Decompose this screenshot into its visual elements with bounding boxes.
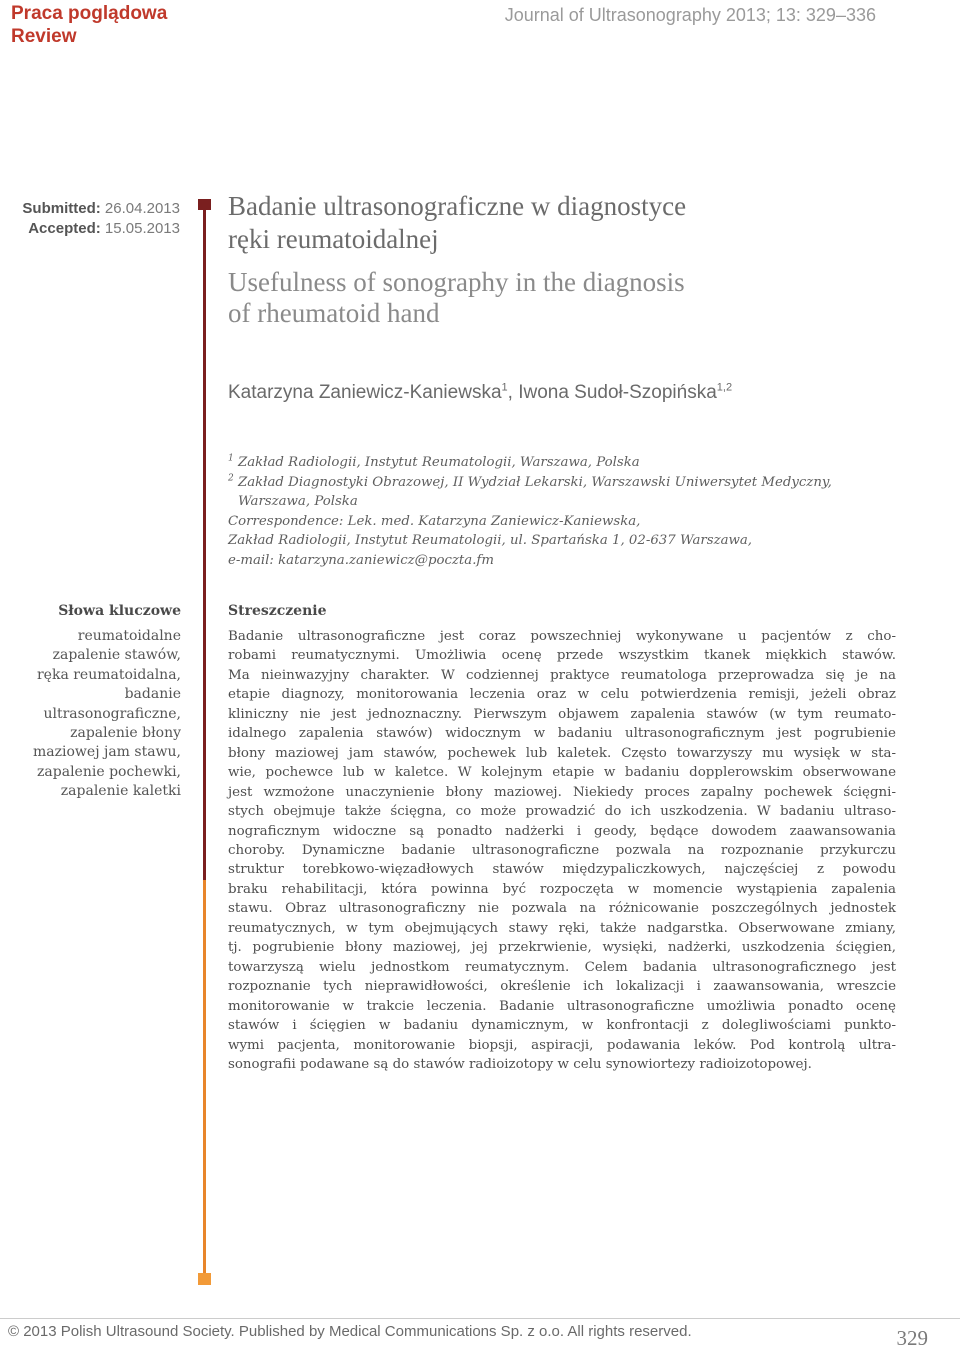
abstract-line: stawów i ścięgien w badaniu dynamicznym, w konfrontacji z dolegliwościami punkto-: [228, 1018, 896, 1034]
author-2-affil: 1,2: [716, 381, 733, 394]
journal-citation: Journal of Ultrasonography 2013; 13: 329–336: [504, 5, 876, 25]
article-type-pl: Praca poglądowa: [11, 3, 168, 24]
author-1-affil: 1: [501, 381, 508, 394]
keyword-line: ręka reumatoidalna,: [36, 666, 181, 683]
abstract-line: wymi pacjenta, monitorowanie biopsji, aspiracji, podawania leków. Pod kontrolą ultra-: [228, 1037, 896, 1053]
keyword-line: zapalenie kaletki: [60, 783, 181, 800]
keywords-list: [33, 627, 181, 802]
keyword-line: badanie: [124, 686, 181, 703]
article-type-en: Review: [11, 26, 77, 47]
abstract-line: Badanie ultrasonograficzne jest coraz powszechniej wykonywane u pacjentów z cho-: [228, 629, 896, 644]
affiliations: [228, 453, 908, 571]
abstract-line: rozpoznanie tych nieprawidłowości, określenie ich lokalizacji i zaawansowania, wreszcie: [228, 979, 896, 995]
title-pl-line: ręki reumatoidalnej: [228, 224, 439, 254]
keyword-line: zapalenie błony: [70, 725, 181, 742]
page-number: 329: [896, 1326, 928, 1350]
affiliation-2-sup: 2: [228, 473, 234, 484]
abstract-body: [228, 627, 896, 1074]
abstract-line: reumatycznych, w tym obejmujących stawy ręki, także nadgarstka. Obserwowane zmiany,: [228, 920, 896, 936]
copyright-notice: © 2013 Polish Ultrasound Society. Published by Medical Communications Sp. z o.o. All rights reserved.: [8, 1323, 692, 1340]
affiliation-2: [228, 473, 908, 493]
author-2: Iwona Sudoł-Szopińska: [518, 382, 717, 403]
correspondence-address: Zakład Radiologii, Instytut Reumatologii, ul. Spartańska 1, 02-637 Warszawa,: [228, 533, 753, 549]
title-english: [228, 267, 868, 329]
accepted-date: 15.05.2013: [104, 220, 180, 237]
submission-dates: [22, 199, 180, 239]
keywords-heading: Słowa kluczowe: [58, 603, 181, 619]
affiliation-2-cont: Warszawa, Polska: [238, 494, 358, 510]
abstract-line: jest wzmożone unaczynienie błony maziowej. Niekiedy proces zapalny pochewek ścięgni-: [228, 784, 896, 800]
abstract-line: choroby. Dynamiczne badanie ultrasonograficzne pozwala na rozpoznanie przykurczu: [228, 842, 896, 858]
title-en-line: of rheumatoid hand: [228, 298, 440, 328]
title-polish: [228, 190, 868, 256]
abstract-line: błony maziowej jam stawów, pochewek lub kaletek. Często towarzyszy mu wysięk w sta-: [228, 745, 896, 761]
abstract-line: towarzyszą wielu jednostkom reumatycznym. Celem badania ultrasonograficznego jest: [228, 959, 896, 975]
author-separator: ,: [507, 382, 519, 403]
correspondence-email: e-mail: katarzyna.zaniewicz@poczta.fm: [228, 552, 494, 568]
title-en-line: Usefulness of sonography in the diagnosis: [228, 267, 685, 297]
accepted-line: [22, 219, 180, 239]
accepted-label: Accepted:: [28, 220, 101, 237]
footer-divider: [0, 1318, 960, 1319]
abstract-line: etapie diagnozy, monitorowania leczenia oraz w celu potwierdzenia remisji, jeżeli obraz: [228, 687, 896, 703]
abstract-line: braku rehabilitacji, która powinna być rozpoczęta w momencie wystąpienia zapalenia: [228, 881, 896, 897]
keyword-line: zapalenie pochewki,: [37, 763, 181, 780]
abstract-line: struktur torebkowo-więzadłowych stawów międzypaliczkowych, najczęściej z powodu: [228, 862, 896, 878]
affiliation-1-sup: 1: [228, 453, 234, 464]
author-1: Katarzyna Zaniewicz-Kaniewska: [228, 382, 502, 403]
rule-top-marker: [198, 199, 211, 210]
submitted-date: 26.04.2013: [104, 200, 180, 217]
abstract-line: idalnego zapalenia stawów) widocznym w badaniu ultrasonograficznym jest pogrubienie: [228, 726, 896, 742]
affiliation-2-text: Zakład Diagnostyki Obrazowej, II Wydział Lekarski, Warszawski Uniwersytet Medyczny,: [233, 474, 832, 490]
submitted-line: [22, 199, 180, 219]
abstract-heading: Streszczenie: [228, 603, 327, 619]
rule-bottom-marker: [198, 1273, 211, 1285]
abstract-line: tj. pogrubienie błony maziowej, jej przekrwienie, wysięki, nadżerki, uszkodzenia ścięgien,: [228, 940, 896, 956]
abstract-line: Ma nieinwazyjny charakter. W codziennej praktyce reumatologa przeprowadza się je na: [228, 667, 896, 683]
keyword-line: zapalenie stawów,: [52, 647, 181, 664]
abstract-line: stych obejmuje także ścięgna, co może prowadzić do ich uszkodzenia. W badaniu ultraso-: [228, 804, 896, 820]
keyword-line: maziowej jam stawu,: [33, 744, 181, 761]
vertical-rule-accent: [203, 880, 206, 1275]
abstract-line: stawu. Obraz ultrasonograficzny nie pozwala na różnicowanie poszczególnych jednostek: [228, 901, 896, 917]
abstract-line: robami reumatycznymi. Umożliwia ocenę przede wszystkim tkanek miękkich stawów.: [228, 648, 896, 664]
title-pl-line: Badanie ultrasonograficzne w diagnostyce: [228, 191, 687, 221]
abstract-line: monitorowanie w trakcie leczenia. Badanie ultrasonograficzne umożliwia ponadto ocenę: [228, 998, 896, 1014]
abstract-line: wie, pochewce lub w kaletce. W kolejnym etapie w badaniu dopplerowskim obserwowane: [228, 765, 896, 781]
authors: [228, 382, 732, 404]
abstract-line: nograficznym widoczne są ponadto nadżerki i geody, będące dowodem zaawansowania: [228, 823, 896, 839]
abstract-line: kliniczny nie jest jednoznaczny. Pierwszym objawem zapalenia stawów (w tym reumato-: [228, 706, 896, 722]
abstract-line: sonografii podawane są do stawów radioizotopy w celu synowiortezy radioizotopowej.: [228, 1056, 812, 1072]
affiliation-1: [228, 453, 908, 473]
submitted-label: Submitted:: [22, 200, 101, 217]
affiliation-1-text: Zakład Radiologii, Instytut Reumatologii, Warszawa, Polska: [233, 455, 640, 470]
keyword-line: reumatoidalne: [77, 628, 181, 644]
correspondence: Correspondence: Lek. med. Katarzyna Zaniewicz-Kaniewska,: [228, 513, 641, 529]
keyword-line: ultrasonograficzne,: [43, 705, 181, 722]
